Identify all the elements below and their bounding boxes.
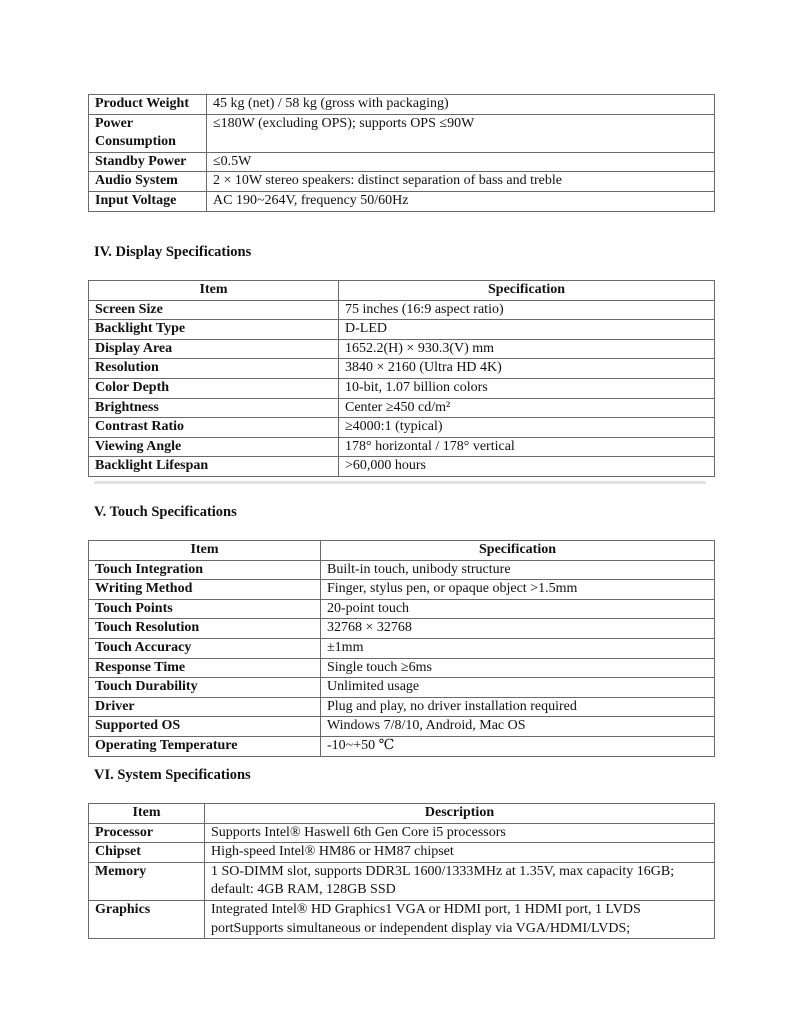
spec-value: ≥4000:1 (typical)	[339, 418, 715, 438]
system-section-heading: VI. System Specifications	[94, 767, 251, 783]
table-row	[89, 172, 715, 192]
table-row	[89, 580, 715, 600]
spec-value: Supports Intel® Haswell 6th Gen Core i5 processors	[205, 823, 715, 843]
spec-item: Product Weight	[89, 95, 207, 115]
table-row	[89, 300, 715, 320]
table-row	[89, 560, 715, 580]
table-row	[89, 658, 715, 678]
spec-item: Backlight Lifespan	[89, 457, 339, 477]
spec-value: Integrated Intel® HD Graphics1 VGA or HDMI port, 1 HDMI port, 1 LVDS portSupports simultaneous or independent display via VGA/HDMI/LVDS;	[205, 900, 715, 938]
table-row	[89, 599, 715, 619]
spec-value: Finger, stylus pen, or opaque object >1.5mm	[321, 580, 715, 600]
table-row	[89, 152, 715, 172]
spec-item: Touch Durability	[89, 678, 321, 698]
spec-value: Windows 7/8/10, Android, Mac OS	[321, 717, 715, 737]
spec-value: -10~+50 ℃	[321, 736, 715, 756]
spec-item: Power Consumption	[89, 114, 207, 152]
system-spec-table	[88, 803, 715, 939]
spec-value: 178° horizontal / 178° vertical	[339, 437, 715, 457]
table-row	[89, 457, 715, 477]
spec-item: Touch Integration	[89, 560, 321, 580]
table-row	[89, 320, 715, 340]
spec-value: D-LED	[339, 320, 715, 340]
table-row	[89, 843, 715, 863]
spec-item: Color Depth	[89, 378, 339, 398]
spec-item: Touch Resolution	[89, 619, 321, 639]
spec-item: Writing Method	[89, 580, 321, 600]
table-row	[89, 697, 715, 717]
spec-item: Operating Temperature	[89, 736, 321, 756]
general-spec-table	[88, 94, 715, 212]
spec-value: 2 × 10W stereo speakers: distinct separation of bass and treble	[207, 172, 715, 192]
spec-value: >60,000 hours	[339, 457, 715, 477]
spec-item: Input Voltage	[89, 191, 207, 211]
spec-item: Response Time	[89, 658, 321, 678]
spec-value: 45 kg (net) / 58 kg (gross with packaging)	[207, 95, 715, 115]
spec-item: Supported OS	[89, 717, 321, 737]
display-section-heading: IV. Display Specifications	[94, 244, 252, 260]
spec-value: Unlimited usage	[321, 678, 715, 698]
table-header-row	[89, 541, 715, 561]
table-row	[89, 736, 715, 756]
spec-item: Viewing Angle	[89, 437, 339, 457]
spec-value: 3840 × 2160 (Ultra HD 4K)	[339, 359, 715, 379]
spec-item: Audio System	[89, 172, 207, 192]
display-spec-table	[88, 280, 715, 477]
spec-value: 20-point touch	[321, 599, 715, 619]
spec-value: ±1mm	[321, 638, 715, 658]
spec-item: Contrast Ratio	[89, 418, 339, 438]
spec-value: 75 inches (16:9 aspect ratio)	[339, 300, 715, 320]
table-row	[89, 823, 715, 843]
spec-item: Driver	[89, 697, 321, 717]
section-divider	[94, 481, 706, 484]
spec-item: Standby Power	[89, 152, 207, 172]
spec-item: Backlight Type	[89, 320, 339, 340]
spec-value: 32768 × 32768	[321, 619, 715, 639]
spec-item: Chipset	[89, 843, 205, 863]
table-row	[89, 678, 715, 698]
table-row	[89, 862, 715, 900]
spec-item: Touch Points	[89, 599, 321, 619]
spec-value: AC 190~264V, frequency 50/60Hz	[207, 191, 715, 211]
column-header-specification: Specification	[321, 541, 715, 561]
table-row	[89, 339, 715, 359]
table-row	[89, 191, 715, 211]
spec-item: Resolution	[89, 359, 339, 379]
spec-item: Screen Size	[89, 300, 339, 320]
table-row	[89, 437, 715, 457]
touch-section-heading: V. Touch Specifications	[94, 504, 237, 520]
table-row	[89, 114, 715, 152]
spec-value: ≤180W (excluding OPS); supports OPS ≤90W	[207, 114, 715, 152]
table-header-row	[89, 281, 715, 301]
table-row	[89, 638, 715, 658]
touch-spec-table	[88, 540, 715, 757]
spec-item: Graphics	[89, 900, 205, 938]
table-row	[89, 359, 715, 379]
spec-value: 1652.2(H) × 930.3(V) mm	[339, 339, 715, 359]
spec-item: Touch Accuracy	[89, 638, 321, 658]
spec-value: Plug and play, no driver installation required	[321, 697, 715, 717]
spec-value: Single touch ≥6ms	[321, 658, 715, 678]
table-row	[89, 418, 715, 438]
spec-value: Built-in touch, unibody structure	[321, 560, 715, 580]
spec-item: Processor	[89, 823, 205, 843]
table-header-row	[89, 804, 715, 824]
table-row	[89, 717, 715, 737]
column-header-item: Item	[89, 804, 205, 824]
spec-value: ≤0.5W	[207, 152, 715, 172]
spec-value: High-speed Intel® HM86 or HM87 chipset	[205, 843, 715, 863]
table-row	[89, 95, 715, 115]
spec-item: Display Area	[89, 339, 339, 359]
spec-value: 10-bit, 1.07 billion colors	[339, 378, 715, 398]
spec-item: Brightness	[89, 398, 339, 418]
table-row	[89, 398, 715, 418]
spec-item: Memory	[89, 862, 205, 900]
table-row	[89, 378, 715, 398]
column-header-specification: Specification	[339, 281, 715, 301]
column-header-description: Description	[205, 804, 715, 824]
spec-value: Center ≥450 cd/m²	[339, 398, 715, 418]
table-row	[89, 900, 715, 938]
column-header-item: Item	[89, 281, 339, 301]
table-row	[89, 619, 715, 639]
column-header-item: Item	[89, 541, 321, 561]
spec-value: 1 SO-DIMM slot, supports DDR3L 1600/1333MHz at 1.35V, max capacity 16GB; default: 4GB RAM, 128GB SSD	[205, 862, 715, 900]
